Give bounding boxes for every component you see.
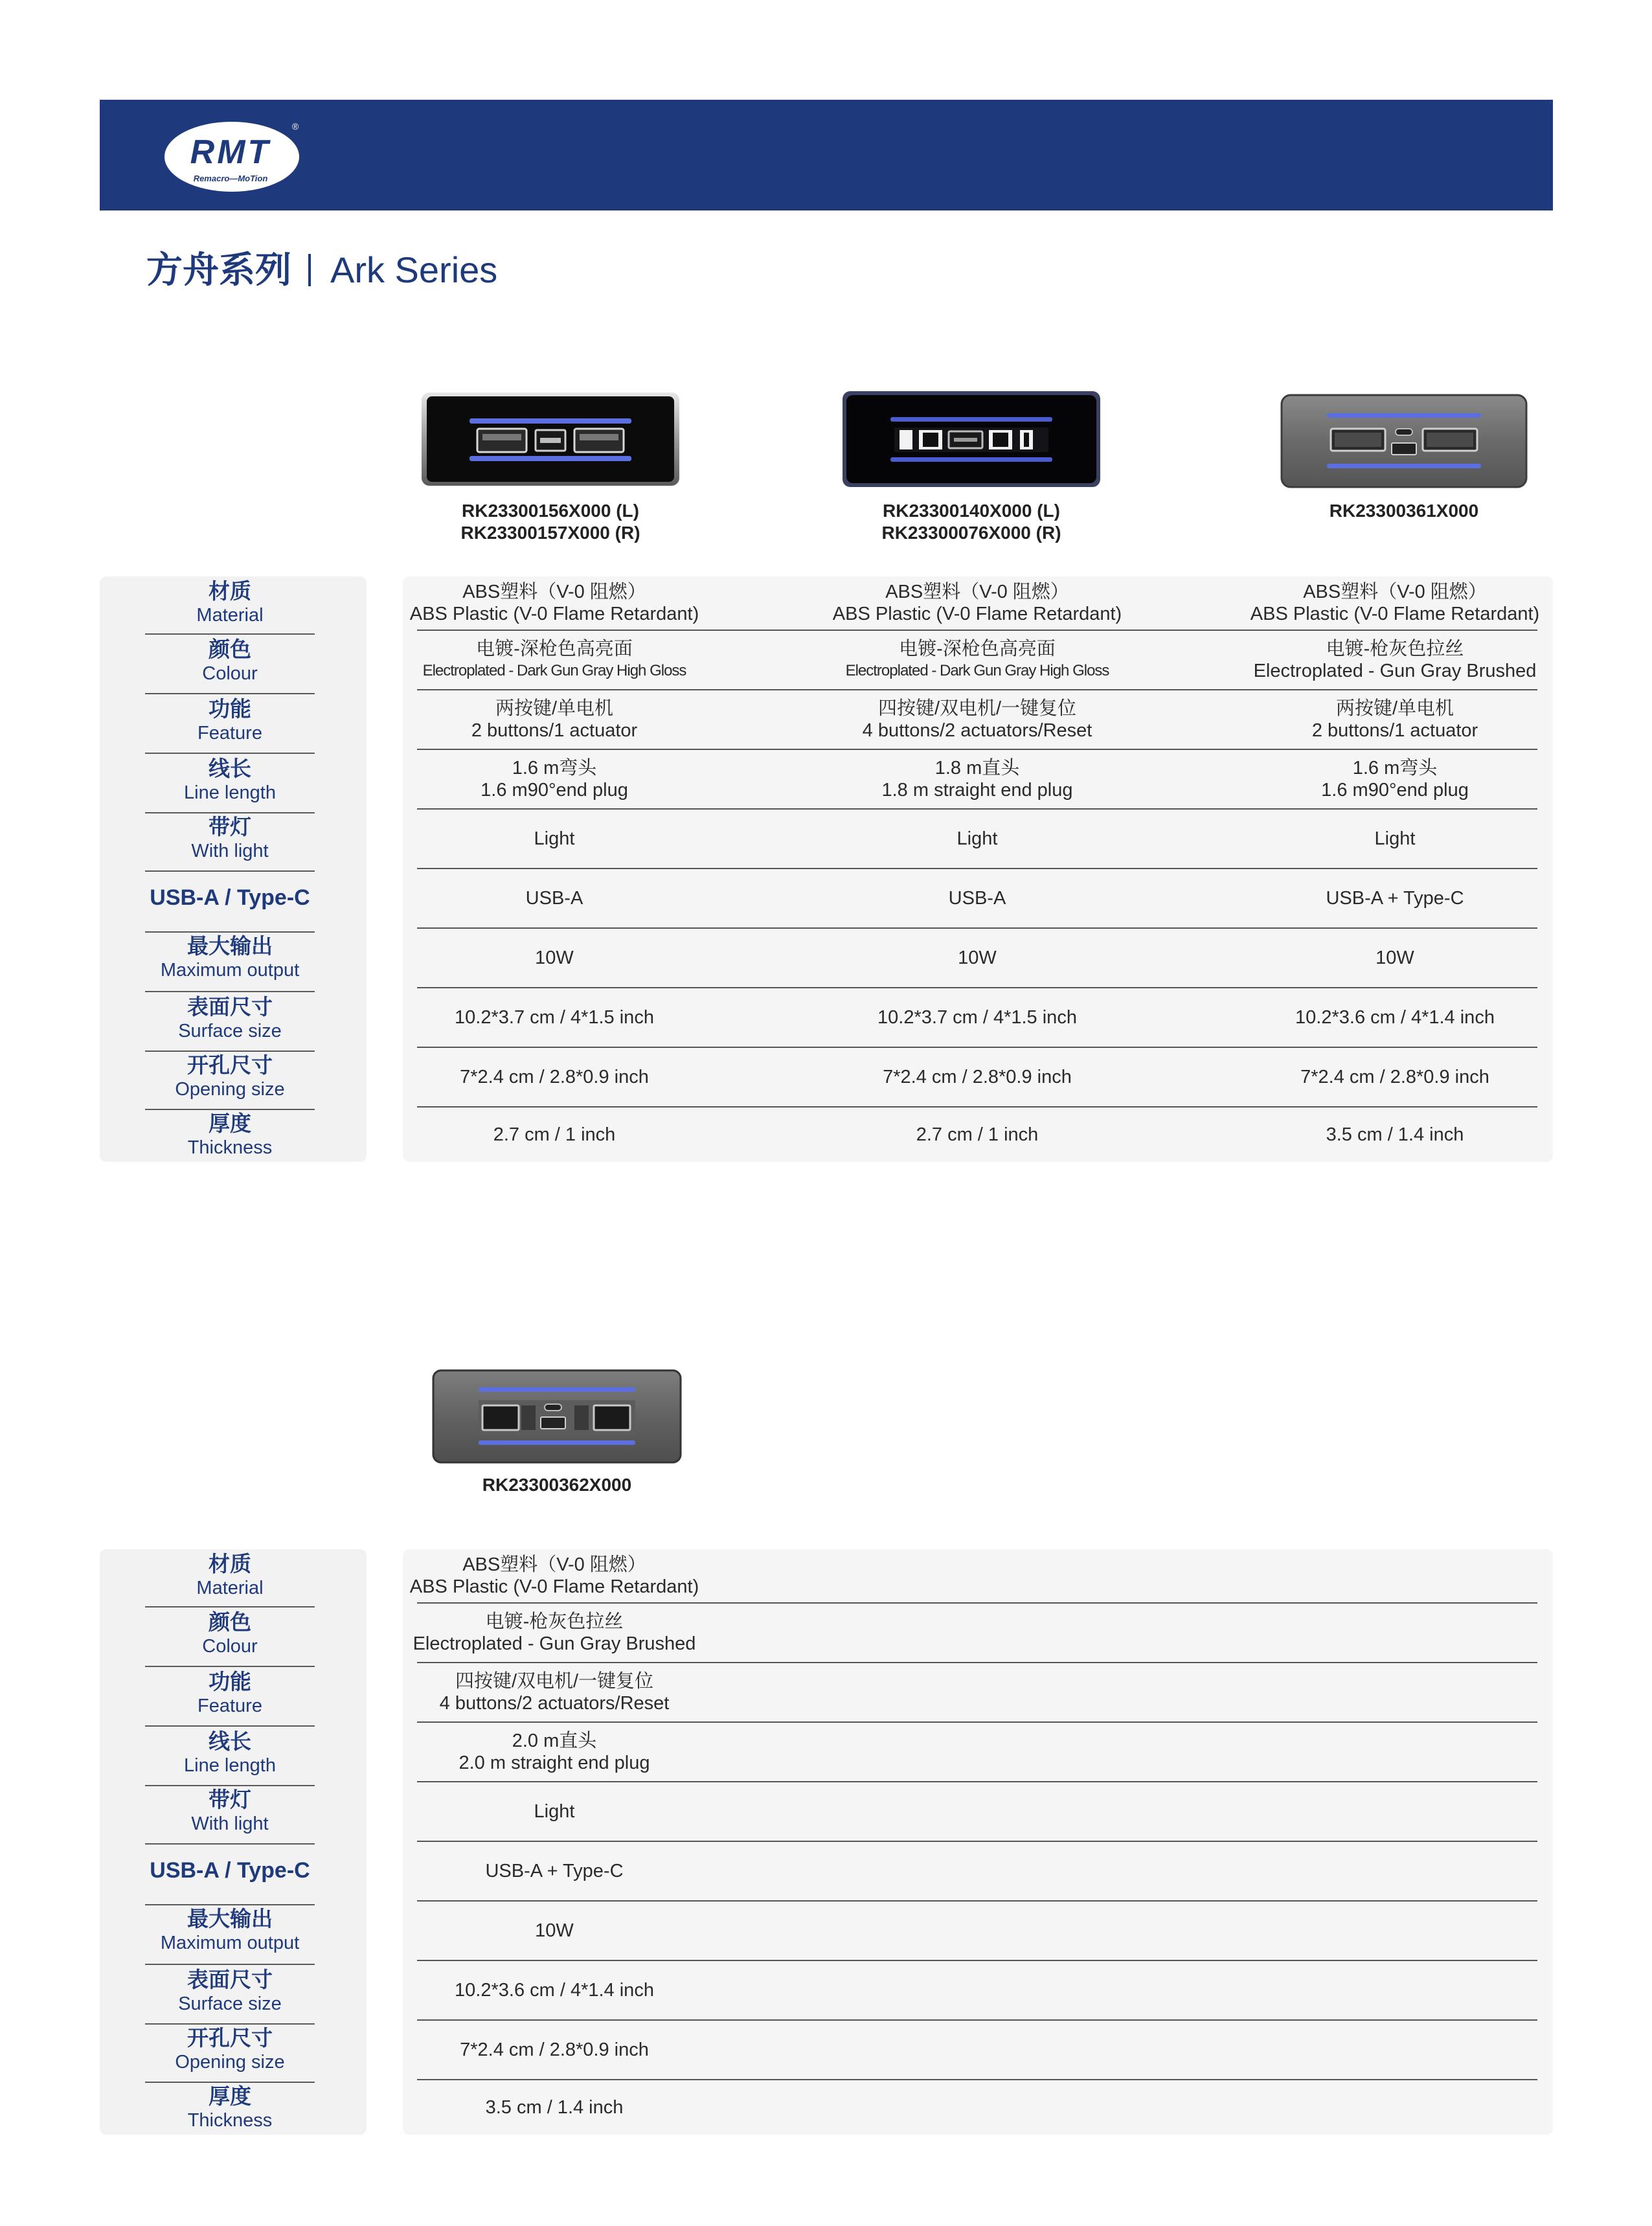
cell-surface-p4: 10.2*3.6 cm / 4*1.4 inch bbox=[455, 1980, 654, 2001]
label-usb-type: USB-A / Type-C bbox=[145, 873, 315, 933]
row-opening bbox=[417, 2021, 1537, 2080]
label-line-length: 线长 Line length bbox=[145, 756, 315, 813]
cell-thickness-p2: 2.7 cm / 1 inch bbox=[916, 1124, 1039, 1145]
row-line-length bbox=[417, 1723, 1537, 1782]
row-thickness bbox=[417, 2080, 1537, 2135]
cell-thickness-p1: 2.7 cm / 1 inch bbox=[493, 1124, 616, 1145]
cell-output-p4: 10W bbox=[535, 1920, 574, 1941]
row-usb bbox=[417, 869, 1537, 929]
label-colour: 颜色 Colour bbox=[145, 637, 315, 694]
cell-feature-p2: 四按键/双电机/一键复位 4 buttons/2 actuators/Reset bbox=[862, 698, 1092, 741]
cell-output-p1: 10W bbox=[535, 948, 574, 968]
spec-label-panel-bottom bbox=[100, 1549, 367, 2135]
panel-black-usba-image bbox=[418, 387, 683, 491]
label-surface-size: 表面尺寸 Surface size bbox=[145, 995, 315, 1052]
product-code-1-line2: RK23300157X000 (R) bbox=[460, 523, 640, 543]
cell-line-length-p3: 1.6 m弯头 1.6 m90°end plug bbox=[1321, 758, 1469, 801]
cell-line-length-p4: 2.0 m直头 2.0 m straight end plug bbox=[458, 1731, 650, 1773]
cell-opening-p4: 7*2.4 cm / 2.8*0.9 inch bbox=[460, 2039, 649, 2060]
cell-output-p3: 10W bbox=[1375, 948, 1414, 968]
label-with-light: 带灯 With light bbox=[145, 1788, 315, 1845]
row-thickness bbox=[417, 1107, 1537, 1162]
label-colour: 颜色 Colour bbox=[145, 1610, 315, 1667]
cell-colour-p2: 电镀-深枪色高亮面 Electroplated - Dark Gun Gray High Gloss bbox=[845, 639, 1109, 679]
title-cn: 方舟系列 bbox=[146, 249, 291, 290]
product-code-1-line1: RK23300156X000 (L) bbox=[462, 501, 639, 521]
cell-usb-p1: USB-A bbox=[525, 888, 583, 909]
product-code-2-line1: RK23300140X000 (L) bbox=[883, 501, 1060, 521]
panel-gray-4btn-image bbox=[424, 1363, 690, 1466]
spec-label-panel-top bbox=[100, 576, 367, 1162]
cell-usb-p4: USB-A + Type-C bbox=[485, 1861, 624, 1881]
cell-line-length-p2: 1.8 m直头 1.8 m straight end plug bbox=[881, 758, 1073, 801]
cell-surface-p1: 10.2*3.7 cm / 4*1.5 inch bbox=[455, 1007, 654, 1028]
product-image-3 bbox=[1263, 387, 1545, 522]
cell-output-p2: 10W bbox=[958, 948, 997, 968]
label-max-output: 最大输出 Maximum output bbox=[145, 1907, 315, 1965]
row-light bbox=[417, 810, 1537, 869]
row-usb bbox=[417, 1842, 1537, 1902]
cell-light-p1: Light bbox=[534, 828, 575, 849]
row-material bbox=[409, 1549, 1537, 1604]
label-usb-type: USB-A / Type-C bbox=[145, 1846, 315, 1905]
panel-black-4btn-image bbox=[839, 387, 1104, 491]
row-output bbox=[417, 1902, 1537, 1961]
label-line-length: 线长 Line length bbox=[145, 1729, 315, 1786]
cell-material-p4: ABS塑料（V-0 阻燃） ABS Plastic (V-0 Flame Retardant) bbox=[409, 1554, 699, 1597]
title-separator bbox=[308, 254, 311, 286]
label-thickness: 厚度 Thickness bbox=[187, 2084, 273, 2131]
cell-light-p3: Light bbox=[1374, 828, 1416, 849]
label-with-light: 带灯 With light bbox=[145, 815, 315, 872]
cell-material-p1: ABS塑料（V-0 阻燃） ABS Plastic (V-0 Flame Retardant) bbox=[409, 582, 699, 624]
label-feature: 功能 Feature bbox=[145, 697, 315, 754]
cell-feature-p4: 四按键/双电机/一键复位 4 buttons/2 actuators/Reset bbox=[439, 1671, 670, 1714]
label-surface-size: 表面尺寸 Surface size bbox=[145, 1968, 315, 2025]
row-surface bbox=[417, 988, 1537, 1048]
cell-surface-p2: 10.2*3.7 cm / 4*1.5 inch bbox=[877, 1007, 1077, 1028]
spec-value-panel-bottom bbox=[403, 1549, 1553, 2135]
product-image-1 bbox=[409, 387, 692, 544]
cell-material-p3: ABS塑料（V-0 阻燃） ABS Plastic (V-0 Flame Retardant) bbox=[1250, 582, 1540, 624]
label-max-output: 最大输出 Maximum output bbox=[145, 934, 315, 992]
row-line-length bbox=[417, 750, 1537, 810]
row-light bbox=[417, 1782, 1537, 1842]
cell-opening-p3: 7*2.4 cm / 2.8*0.9 inch bbox=[1300, 1067, 1489, 1087]
cell-usb-p2: USB-A bbox=[948, 888, 1006, 909]
logo-text: RMT bbox=[190, 133, 271, 171]
row-opening bbox=[417, 1048, 1537, 1107]
cell-thickness-p3: 3.5 cm / 1.4 inch bbox=[1326, 1124, 1464, 1145]
product-code-4-line1: RK23300362X000 bbox=[482, 1475, 632, 1495]
row-output bbox=[417, 929, 1537, 988]
cell-colour-p3: 电镀-枪灰色拉丝 Electroplated - Gun Gray Brushed bbox=[1253, 639, 1537, 681]
logo-tagline: Remacro—MoTion bbox=[193, 174, 268, 183]
cell-line-length-p1: 1.6 m弯头 1.6 m90°end plug bbox=[481, 758, 628, 801]
label-opening-size: 开孔尺寸 Opening size bbox=[145, 2026, 315, 2083]
row-material bbox=[409, 576, 1540, 631]
header-band bbox=[100, 100, 1553, 210]
product-code-2-line2: RK23300076X000 (R) bbox=[881, 523, 1061, 543]
cell-surface-p3: 10.2*3.6 cm / 4*1.4 inch bbox=[1295, 1007, 1495, 1028]
label-feature: 功能 Feature bbox=[145, 1670, 315, 1727]
label-material: 材质 Material bbox=[145, 579, 315, 635]
product-image-2 bbox=[830, 387, 1113, 544]
row-feature bbox=[417, 690, 1537, 750]
cell-colour-p4: 电镀-枪灰色拉丝 Electroplated - Gun Gray Brushed bbox=[413, 1611, 696, 1654]
label-material: 材质 Material bbox=[145, 1552, 315, 1607]
label-opening-size: 开孔尺寸 Opening size bbox=[145, 1053, 315, 1110]
product-code-3-line1: RK23300361X000 bbox=[1329, 501, 1479, 521]
spec-value-panel-top bbox=[403, 576, 1553, 1162]
cell-usb-p3: USB-A + Type-C bbox=[1326, 888, 1464, 909]
cell-feature-p1: 两按键/单电机 2 buttons/1 actuator bbox=[471, 698, 638, 741]
title-en: Ark Series bbox=[330, 249, 498, 290]
cell-material-p2: ABS塑料（V-0 阻燃） ABS Plastic (V-0 Flame Retardant) bbox=[832, 582, 1122, 624]
label-thickness: 厚度 Thickness bbox=[187, 1111, 273, 1158]
rmt-logo bbox=[163, 118, 303, 193]
cell-feature-p3: 两按键/单电机 2 buttons/1 actuator bbox=[1311, 698, 1478, 741]
cell-colour-p1: 电镀-深枪色高亮面 Electroplated - Dark Gun Gray High Gloss bbox=[422, 639, 686, 679]
row-colour bbox=[417, 631, 1537, 690]
cell-light-p4: Light bbox=[534, 1801, 575, 1822]
product-image-4 bbox=[422, 1363, 692, 1496]
cell-opening-p1: 7*2.4 cm / 2.8*0.9 inch bbox=[460, 1067, 649, 1087]
page-title bbox=[146, 247, 497, 293]
registered-mark: ® bbox=[291, 121, 299, 131]
cell-light-p2: Light bbox=[956, 828, 998, 849]
row-feature bbox=[417, 1663, 1537, 1723]
row-surface bbox=[417, 1961, 1537, 2021]
cell-opening-p2: 7*2.4 cm / 2.8*0.9 inch bbox=[883, 1067, 1072, 1087]
panel-gray-2btn-image bbox=[1271, 387, 1537, 491]
row-colour bbox=[413, 1604, 1537, 1663]
cell-thickness-p4: 3.5 cm / 1.4 inch bbox=[485, 2097, 624, 2118]
